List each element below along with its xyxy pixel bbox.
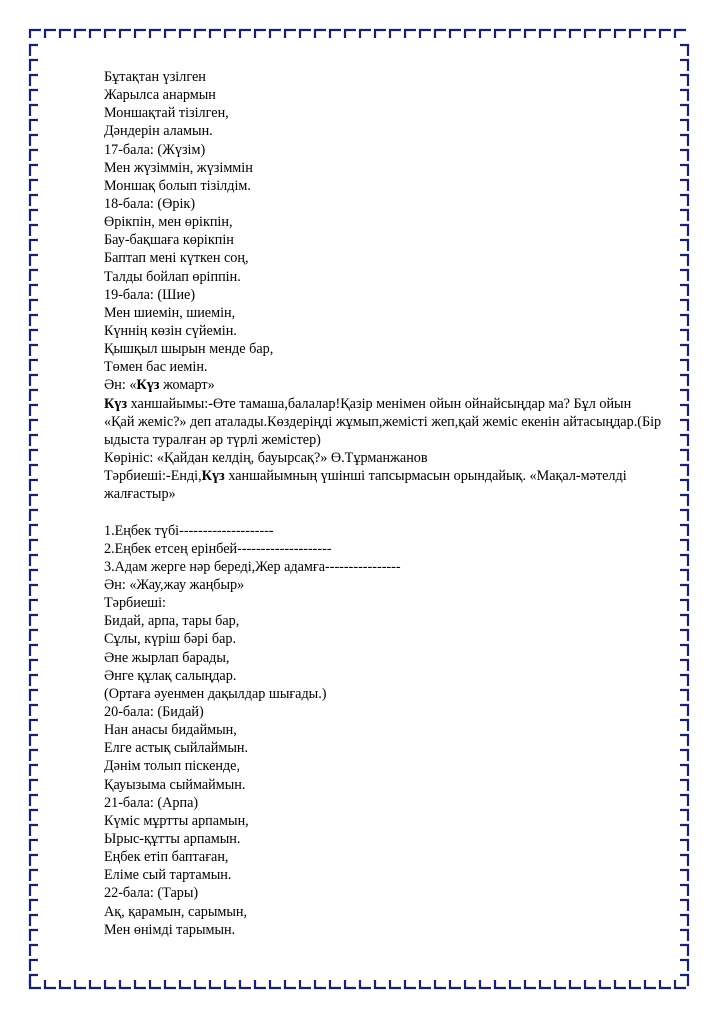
border-bracket [30,690,38,701]
border-bracket [680,570,688,581]
border-bracket [680,960,688,971]
border-bracket [30,60,38,71]
border-bracket [680,750,688,761]
border-bracket [30,885,38,896]
border-bracket [680,825,688,836]
border-bracket [30,525,38,536]
border-bracket [680,915,688,926]
border-bracket [30,780,38,791]
border-bracket [30,390,38,401]
border-bracket [30,930,38,941]
border-bracket [680,765,688,776]
border-bracket [165,980,176,988]
song-prefix: Ән: « [104,377,137,394]
border-bracket [680,585,688,596]
border-bracket [615,980,626,988]
border-bracket [30,630,38,641]
text-line: Қышқыл шырын менде бар, [104,341,274,358]
border-bracket [680,465,688,476]
border-bracket [225,30,236,38]
border-bracket [285,30,296,38]
border-bracket [210,30,221,38]
border-bracket [570,30,581,38]
border-bracket [30,660,38,671]
border-bracket [680,360,688,371]
text-line: 20-бала: (Бидай) [104,704,204,720]
border-bracket [30,705,38,716]
border-bracket [30,330,38,341]
border-bracket [600,980,611,988]
border-bracket [680,60,688,71]
border-bracket [680,870,688,881]
border-bracket [680,285,688,296]
border-bracket [680,210,688,221]
text-line: Елге астық сыйлаймын. [104,740,249,757]
border-bracket [680,375,688,386]
border-bracket [680,900,688,911]
border-bracket [680,855,688,866]
border-bracket [630,980,641,988]
border-bracket [495,980,506,988]
border-bracket [390,30,401,38]
border-bracket [465,30,476,38]
border-bracket [30,810,38,821]
border-bracket [680,390,688,401]
border-bracket [30,540,38,551]
border-bracket [315,980,326,988]
border-bracket [75,980,86,988]
border-bracket [30,75,38,86]
border-bracket [30,450,38,461]
border-bracket [90,980,101,988]
text-line: Төмен бас иемін. [104,359,208,376]
border-bracket [30,165,38,176]
autumn-queen-paragraph [104,395,664,449]
border-bracket [300,980,311,988]
border-bracket [30,405,38,416]
border-bracket [680,540,688,551]
border-bracket [585,980,596,988]
border-bracket [675,30,686,38]
border-bracket [390,980,401,988]
border-bracket [30,615,38,626]
teacher-bold-word: Күз [201,468,225,485]
border-bracket [645,980,656,988]
border-bracket [660,30,671,38]
border-bracket [60,980,71,988]
border-bracket [680,225,688,236]
border-bracket [680,735,688,746]
paragraph-gap [104,503,664,521]
border-bracket [680,945,688,956]
border-bracket [255,980,266,988]
border-bracket [645,30,656,38]
text-line: Күміс мұртты арпамын, [104,812,249,829]
border-bracket [680,675,688,686]
border-bracket [555,30,566,38]
border-bracket [105,980,116,988]
border-bracket [540,980,551,988]
border-bracket [195,980,206,988]
border-bracket [435,30,446,38]
border-bracket [30,855,38,866]
border-bracket [680,600,688,611]
teacher-paragraph [104,467,664,503]
text-line: Сұлы, күріш бәрі бар. [104,631,237,648]
border-bracket [30,975,38,986]
border-bracket [680,420,688,431]
border-bracket [680,315,688,326]
border-bracket [30,240,38,251]
text-line: Мен шиемін, шиемін, [104,304,236,321]
text-line: Әнге құлақ салыңдар. [104,667,237,684]
border-bracket [680,330,688,341]
border-bracket [375,30,386,38]
border-bracket [30,345,38,356]
border-bracket [480,980,491,988]
text-line: Нан анасы бидаймын, [104,722,237,739]
proverb-line: 1.Еңбек түбі-------------------- [104,522,274,539]
border-bracket [30,45,38,56]
border-bracket [630,30,641,38]
border-bracket [420,980,431,988]
text-line: Ақ, қарамын, сарымын, [104,903,248,920]
border-bracket [525,980,536,988]
border-bracket [680,720,688,731]
border-bracket [30,585,38,596]
border-bracket [680,450,688,461]
border-bracket [30,600,38,611]
text-line: Жарылса анармын [104,87,216,104]
text-line: 17-бала: (Жүзім) [104,141,206,158]
border-bracket [680,810,688,821]
border-bracket [680,300,688,311]
text-line: Ырыс-құтты арпамын. [104,830,241,847]
border-bracket [360,980,371,988]
border-bracket [680,90,688,101]
border-bracket [30,210,38,221]
border-bracket [30,675,38,686]
border-bracket [105,30,116,38]
border-bracket [680,690,688,701]
border-bracket [480,30,491,38]
border-bracket [285,980,296,988]
border-bracket [680,885,688,896]
border-bracket [680,255,688,266]
border-bracket [30,915,38,926]
border-bracket [435,980,446,988]
border-bracket [405,30,416,38]
border-bracket [675,980,686,988]
border-bracket [90,30,101,38]
border-bracket [30,120,38,131]
border-bracket [30,150,38,161]
border-bracket [30,765,38,776]
border-bracket [30,285,38,296]
border-bracket [680,630,688,641]
border-bracket [30,555,38,566]
border-bracket [30,480,38,491]
border-bracket [30,300,38,311]
border-bracket [30,30,41,38]
border-bracket [30,795,38,806]
border-bracket [345,30,356,38]
border-bracket [180,30,191,38]
border-bracket [680,555,688,566]
text-line: Талды бойлап өріппін. [104,268,241,285]
proverb-list [104,522,664,576]
text-line: Бұтақтан үзілген [104,69,206,85]
border-bracket [135,30,146,38]
text-line: Моншақ болып тізілдім. [104,177,251,194]
border-bracket [45,980,56,988]
autumn-paragraph-text: ханшайымы:-Өте тамаша,балалар!Қазір менімен ойын ойнайсыңдар ма? Бұл ойын «Қай жеміс?» деп аталады.Көздеріңді жұмып,жемісті жеп,қай жеміс екенін айтасыңдар.(Бір ыдыста туралған әр түрлі жемістер) [104,395,662,448]
border-bracket [680,435,688,446]
border-bracket [30,135,38,146]
text-line: Еліме сый тартамын. [104,867,232,884]
border-bracket [680,975,688,986]
autumn-bold-word: Күз [104,395,128,412]
border-bracket [195,30,206,38]
border-bracket [570,980,581,988]
border-bracket [680,615,688,626]
proverb-line: 3.Адам жерге нәр береді,Жер адамға---------------- [104,558,401,575]
border-bracket [210,980,221,988]
border-bracket [680,525,688,536]
border-bracket [330,980,341,988]
border-bracket [120,30,131,38]
text-line: Мен жүзіммін, жүзіммін [104,159,253,176]
border-bracket [30,645,38,656]
border-bracket [30,90,38,101]
text-line: 18-бала: (Өрік) [104,195,196,212]
text-line: Дәнім толып піскенде, [104,758,241,775]
border-bracket [45,30,56,38]
border-bracket [30,105,38,116]
border-bracket [165,30,176,38]
border-bracket [680,180,688,191]
document-body [104,68,664,939]
border-bracket [150,980,161,988]
border-bracket [680,135,688,146]
border-bracket [680,165,688,176]
border-bracket [680,495,688,506]
border-bracket [300,30,311,38]
text-line: 22-бала: (Тары) [104,885,199,902]
border-bracket [270,980,281,988]
text-line: Моншақтай тізілген, [104,105,229,122]
border-bracket [75,30,86,38]
border-bracket [135,980,146,988]
border-bracket [30,720,38,731]
border-bracket [680,45,688,56]
border-bracket [30,980,41,988]
border-bracket [600,30,611,38]
border-bracket [360,30,371,38]
border-bracket [120,980,131,988]
border-bracket [540,30,551,38]
text-line: (Ортаға әуенмен дақылдар шығады.) [104,685,327,702]
border-bracket [680,195,688,206]
border-bracket [30,960,38,971]
text-line: Бау-бақшаға көрікпін [104,232,234,249]
border-bracket [30,435,38,446]
border-bracket [450,980,461,988]
border-bracket [30,180,38,191]
border-bracket [680,150,688,161]
text-line: Дәндерін аламын. [104,123,213,140]
proverb-line: 2.Еңбек етсең ерінбей-------------------- [104,540,332,557]
border-bracket [150,30,161,38]
border-bracket [615,30,626,38]
border-bracket [680,705,688,716]
text-line: Күннің көзін сүйемін. [104,322,237,339]
border-bracket [30,840,38,851]
border-bracket [495,30,506,38]
song-bold-word: Күз [136,377,160,394]
border-bracket [240,980,251,988]
text-line: 19-бала: (Шие) [104,286,196,303]
border-bracket [680,345,688,356]
border-bracket [680,120,688,131]
border-bracket [420,30,431,38]
text-line: Әне жырлап барады, [104,649,230,666]
border-bracket [680,780,688,791]
border-bracket [30,255,38,266]
teacher-suffix: ханшайымның үшінші тапсырмасын орындайық. «Мақал-мәтелді жалғастыр» [104,468,627,503]
text-line: Ән: «Жау,жау жаңбыр» [104,577,245,594]
border-bracket [680,795,688,806]
border-bracket [30,900,38,911]
text-line: Мен өнімді тарымын. [104,921,236,938]
border-bracket [30,420,38,431]
text-line: Еңбек етіп баптаған, [104,849,229,866]
text-line: 21-бала: (Арпа) [104,794,199,811]
border-bracket [510,30,521,38]
border-bracket [30,465,38,476]
border-bracket [30,570,38,581]
border-bracket [680,480,688,491]
border-bracket [30,315,38,326]
border-bracket [680,930,688,941]
border-bracket [680,240,688,251]
border-bracket [30,945,38,956]
border-bracket [660,980,671,988]
border-bracket [30,825,38,836]
text-line: Баптап мені күткен соң, [104,250,249,267]
border-bracket [525,30,536,38]
border-bracket [315,30,326,38]
border-bracket [680,660,688,671]
border-bracket [30,360,38,371]
border-bracket [30,375,38,386]
border-bracket [345,980,356,988]
border-bracket [680,510,688,521]
border-bracket [680,75,688,86]
border-bracket [30,510,38,521]
poem-section-bottom [104,576,664,939]
text-line: Өрікпін, мен өрікпін, [104,214,233,231]
border-bracket [330,30,341,38]
border-bracket [680,840,688,851]
border-bracket [30,495,38,506]
text-line: Тәрбиеші: [104,595,166,612]
text-line: Қауызыма сыймаймын. [104,776,246,793]
border-bracket [60,30,71,38]
border-bracket [680,645,688,656]
border-bracket [270,30,281,38]
border-bracket [30,735,38,746]
border-bracket [225,980,236,988]
border-bracket [255,30,266,38]
border-bracket [180,980,191,988]
border-bracket [585,30,596,38]
song-title-line [104,376,664,394]
border-bracket [30,270,38,281]
border-bracket [680,270,688,281]
border-bracket [30,750,38,761]
border-bracket [30,195,38,206]
poem-section-top [104,68,664,376]
text-line: Бидай, арпа, тары бар, [104,613,240,630]
border-bracket [30,225,38,236]
teacher-prefix: Тәрбиеші:-Енді, [104,468,202,485]
scene-line: Көрініс: «Қайдан келдің, бауырсақ?» Ө.Тұрманжанов [104,450,428,466]
border-bracket [680,105,688,116]
border-bracket [510,980,521,988]
border-bracket [405,980,416,988]
border-bracket [465,980,476,988]
border-bracket [555,980,566,988]
border-bracket [240,30,251,38]
border-bracket [30,870,38,881]
border-bracket [375,980,386,988]
song-suffix: жомарт» [159,377,215,394]
border-bracket [680,405,688,416]
border-bracket [450,30,461,38]
